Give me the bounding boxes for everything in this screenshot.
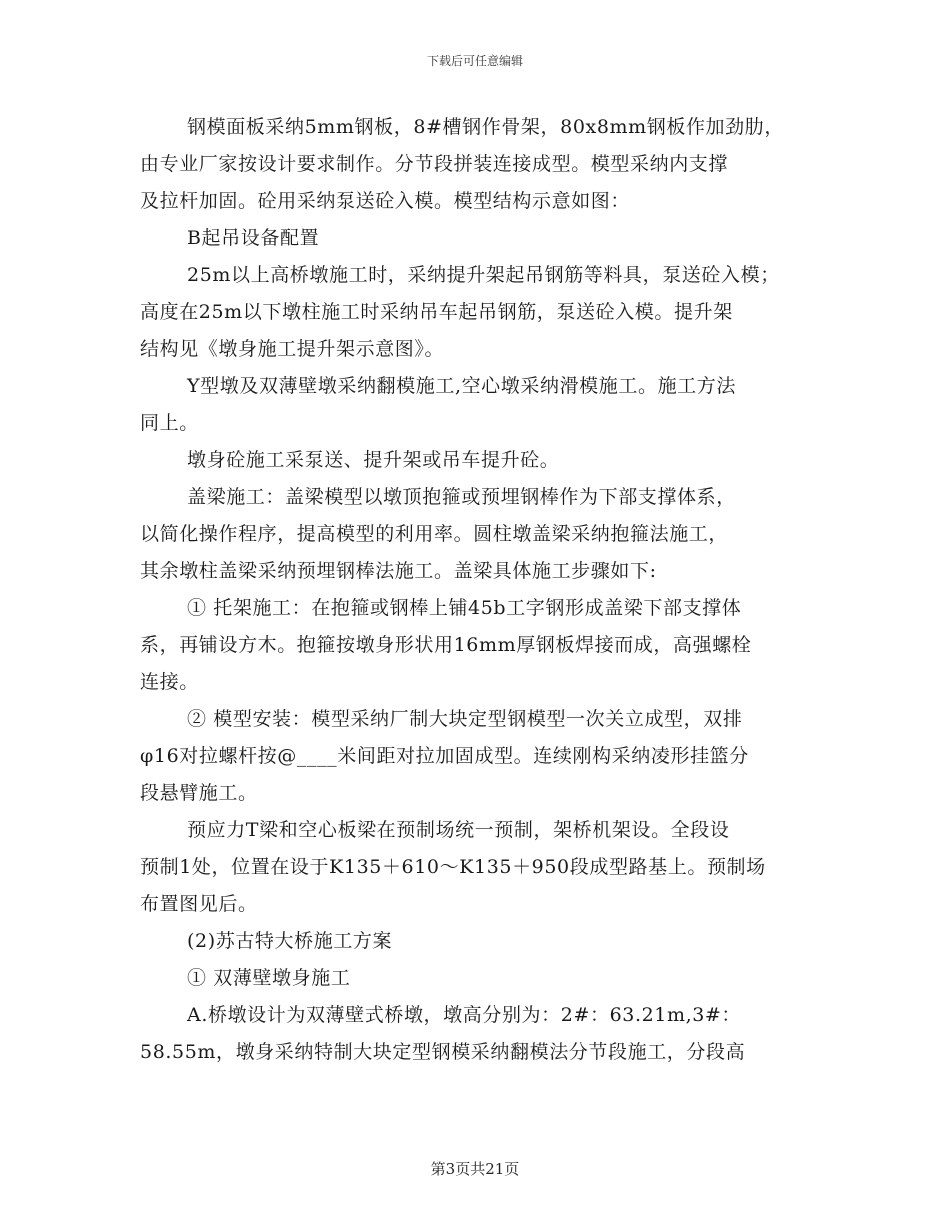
text-line: 系，再铺设方木。抱箍按墩身形状用16mm厚钢板焊接而成，高强螺栓 — [140, 634, 752, 656]
text-line: 预制1处，位置在设于K135＋610～K135＋950段成型路基上。预制场 — [140, 856, 766, 878]
page-footer: 第3页共21页 — [430, 1160, 520, 1178]
text-line: 段悬臂施工。 — [140, 782, 258, 804]
text-line: 高度在25m以下墩柱施工时采纳吊车起吊钢筋，泵送砼入模。提升架 — [140, 301, 733, 323]
section-heading: B起吊设备配置 — [187, 227, 320, 249]
text-line: 墩身砼施工采泵送、提升架或吊车提升砼。 — [187, 449, 560, 471]
text-line: 钢模面板采纳5mm钢板，8#槽钢作骨架，80x8mm钢板作加劲肋， — [187, 116, 784, 138]
text-line: 由专业厂家按设计要求制作。分节段拼装连接成型。模型采纳内支撑 — [140, 153, 729, 175]
text-line: Y型墩及双薄壁墩采纳翻模施工,空心墩采纳滑模施工。施工方法 — [187, 375, 736, 397]
text-line: 25m以上高桥墩施工时，采纳提升架起吊钢筋等料具，泵送砼入模； — [187, 264, 780, 286]
page-header: 下载后可任意编辑 — [426, 54, 523, 68]
text-line: ① 托架施工：在抱箍或钢棒上铺45b工字钢形成盖梁下部支撑体 — [187, 597, 742, 619]
text-line: 结构见《墩身施工提升架示意图》。 — [140, 338, 445, 360]
text-line: φ16对拉螺杆按@____米间距对拉加固成型。连续刚构采纳凌形挂篮分 — [140, 745, 749, 767]
text-line: 盖梁施工：盖梁模型以墩顶抱箍或预埋钢棒作为下部支撑体系， — [187, 486, 736, 508]
text-line: 同上。 — [140, 412, 199, 434]
text-line: 连接。 — [140, 671, 199, 693]
text-line: 其余墩柱盖梁采纳预埋钢棒法施工。盖梁具体施工步骤如下: — [140, 560, 657, 582]
section-heading: ① 双薄壁墩身施工 — [187, 967, 351, 989]
text-line: ② 模型安装：模型采纳厂制大块定型钢模型一次关立成型，双排 — [187, 708, 743, 730]
text-line: 及拉杆加固。砼用采纳泵送砼入模。模型结构示意如图： — [140, 190, 631, 212]
text-line: 58.55m，墩身采纳特制大块定型钢模采纳翻模法分节段施工，分段高 — [140, 1041, 746, 1063]
text-line: 预应力T梁和空心板梁在预制场统一预制，架桥机架设。全段设 — [187, 819, 730, 841]
text-line: A.桥墩设计为双薄壁式桥墩，墩高分别为：2#：63.21m,3#： — [187, 1004, 742, 1026]
section-heading: (2)苏古特大桥施工方案 — [187, 930, 393, 952]
text-line: 布置图见后。 — [140, 893, 258, 915]
text-line: 以简化操作程序，提高模型的利用率。圆柱墩盖梁采纳抱箍法施工， — [140, 523, 729, 545]
